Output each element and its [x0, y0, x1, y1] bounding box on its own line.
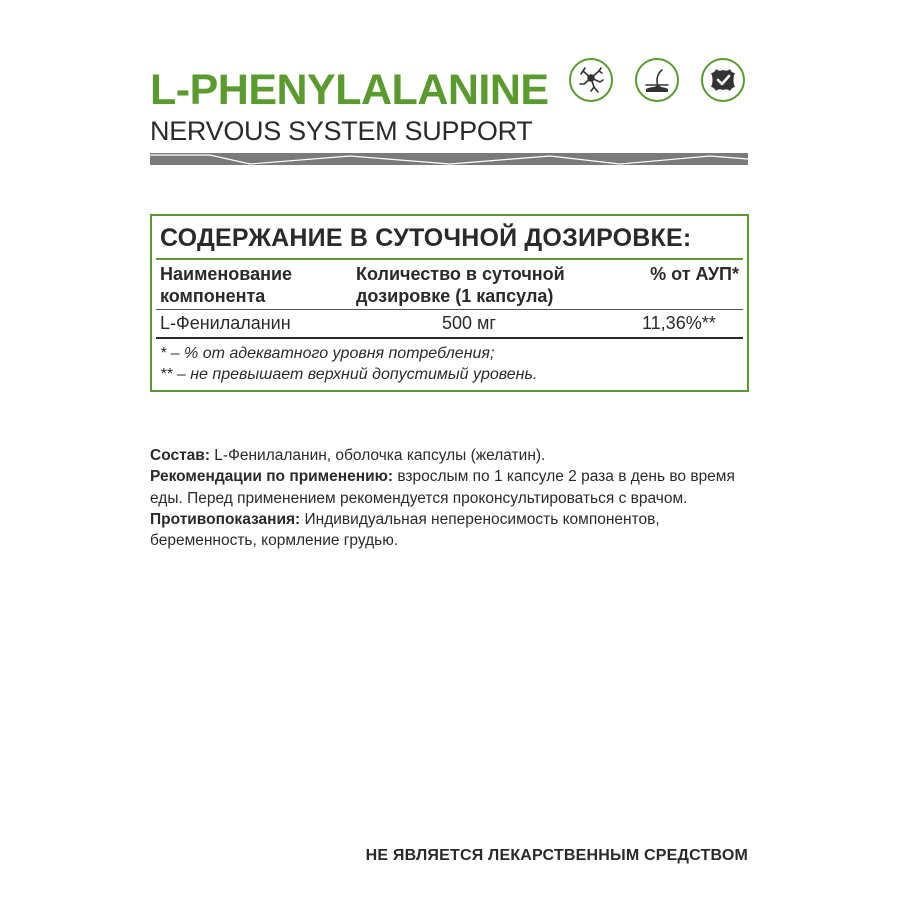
component-percent: 11,36%** — [642, 313, 716, 333]
contraindications-text: Индивидуальная непереносимость компонентов, беременность, кормление грудью. — [150, 510, 660, 550]
column-header-component: Наименование компонента — [160, 264, 293, 306]
neuron-icon — [569, 58, 613, 102]
feature-icons — [569, 58, 749, 108]
column-header-amount: Количество в суточной дозировке (1 капсула) — [356, 264, 565, 306]
row-separator — [156, 337, 743, 339]
usage-label: Рекомендации по применению: — [150, 468, 394, 486]
component-name: L-Фенилаланин — [160, 313, 291, 333]
footnote: ** – не превышает верхний допустимый уровень. — [160, 366, 538, 383]
product-info — [150, 445, 750, 551]
footnote: * – % от адекватного уровня потребления; — [160, 345, 495, 362]
contraindications-label: Противопоказания: — [150, 510, 301, 528]
hair-follicle-icon — [635, 58, 679, 102]
usage-paragraph — [150, 466, 750, 509]
dosage-table-heading: СОДЕРЖАНИЕ В СУТОЧНОЙ ДОЗИРОВКЕ: — [160, 224, 692, 252]
heading-underline — [156, 258, 743, 260]
composition-label: Состав: — [150, 447, 210, 464]
usage-text: взрослым по 1 капсуле 2 раза в день во время еды. Перед применением рекомендуется проконсультироваться с врачом. — [150, 468, 735, 507]
product-title: L-PHENYLALANINE — [150, 66, 549, 114]
composition-text: L-Фенилаланин, оболочка капсулы (желатин). — [209, 447, 546, 464]
column-header-percent: % от АУП* — [650, 264, 739, 284]
header-divider — [150, 153, 748, 165]
header-row-separator — [156, 309, 743, 310]
composition-paragraph — [150, 445, 750, 466]
leather-check-icon — [701, 58, 745, 102]
disclaimer: НЕ ЯВЛЯЕТСЯ ЛЕКАРСТВЕННЫМ СРЕДСТВОМ — [365, 847, 748, 864]
component-amount: 500 мг — [442, 313, 496, 333]
dosage-table — [150, 214, 749, 392]
product-subtitle: NERVOUS SYSTEM SUPPORT — [150, 116, 533, 146]
contraindications-paragraph — [150, 509, 750, 552]
